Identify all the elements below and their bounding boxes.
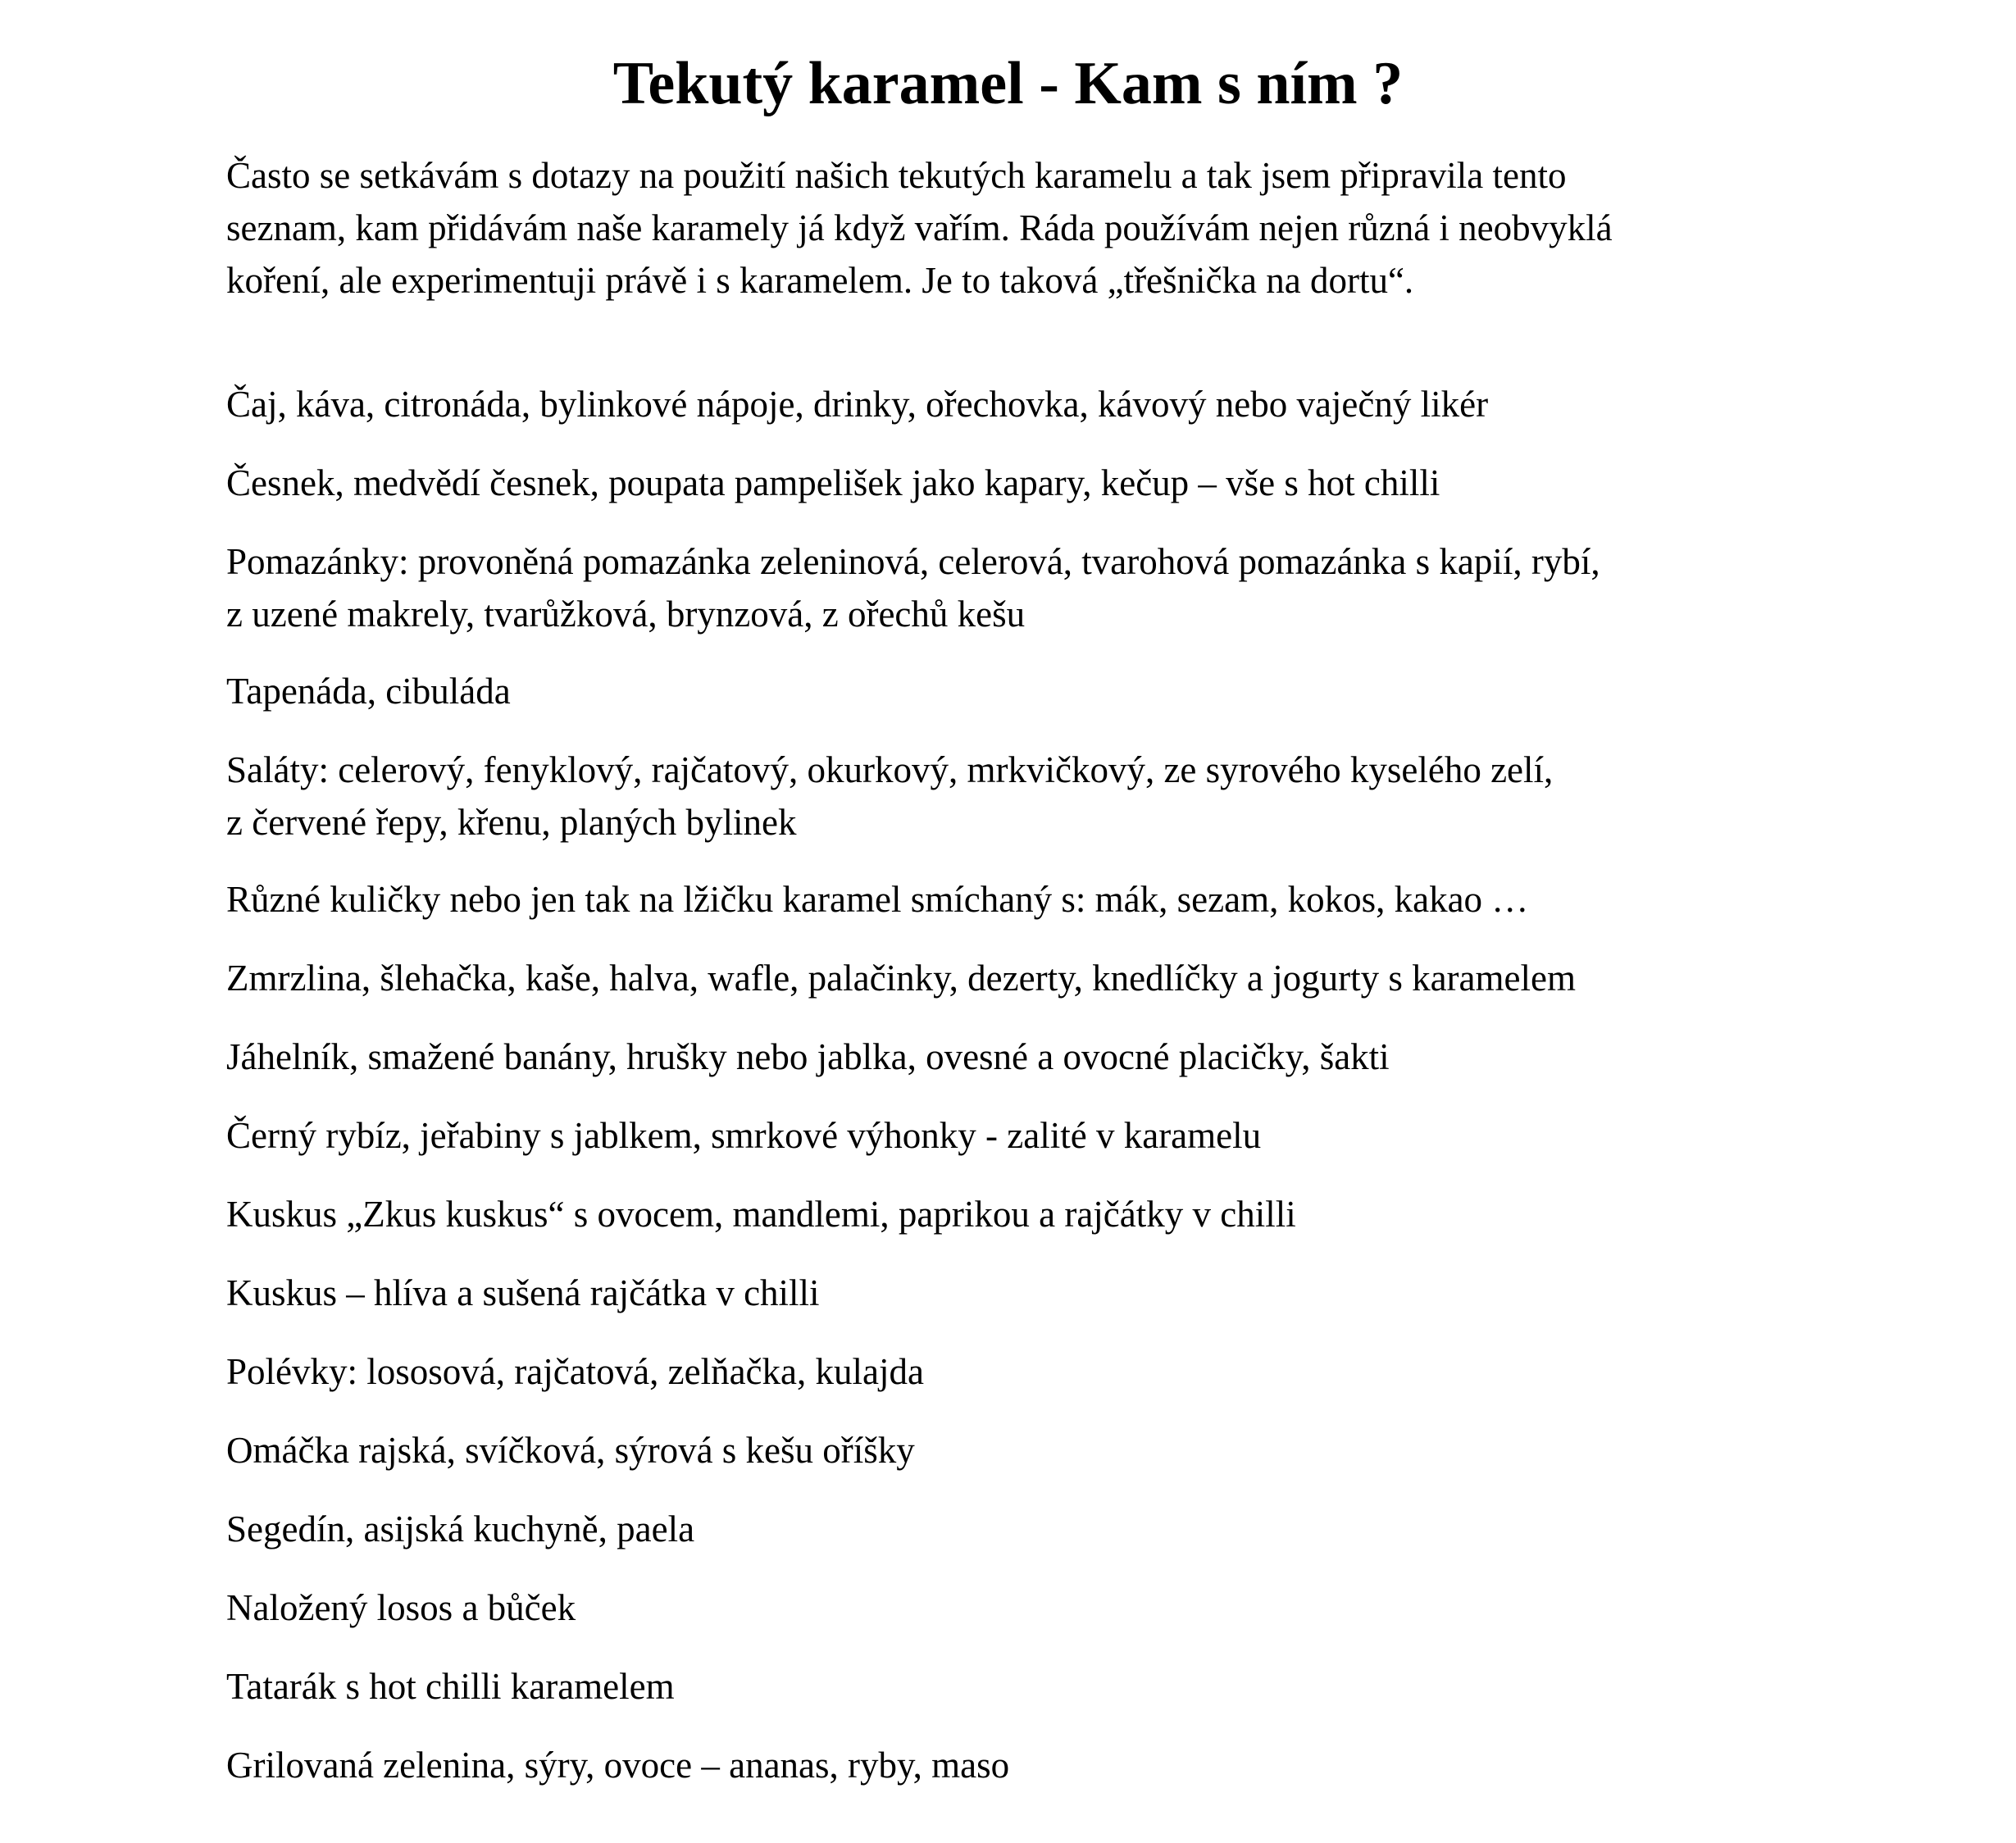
list-item-line: Kuskus – hlíva a sušená rajčátka v chilli (226, 1272, 820, 1313)
list-item (226, 1109, 1261, 1162)
list-item-line: Kuskus „Zkus kuskus“ s ovocem, mandlemi, paprikou a rajčátky v chilli (226, 1194, 1296, 1235)
list-item (226, 1424, 915, 1477)
list-item (226, 378, 1488, 430)
list-item (226, 1739, 1009, 1791)
list-item (226, 1581, 576, 1634)
list-item-line: Zmrzlina, šlehačka, kaše, halva, wafle, palačinky, dezerty, knedlíčky a jogurty s karamelem (226, 958, 1576, 999)
list-item (226, 535, 1600, 640)
list-item-line: Česnek, medvědí česnek, poupata pampelišek jako kapary, kečup – vše s hot chilli (226, 462, 1440, 503)
list-item (226, 1267, 820, 1319)
list-item-line: Černý rybíz, jeřabiny s jablkem, smrkové výhonky - zalité v karamelu (226, 1115, 1262, 1156)
list-item (226, 1345, 924, 1398)
list-item (226, 1503, 694, 1555)
document-title: Tekutý karamel - Kam s ním ? (612, 50, 1404, 117)
intro-paragraph (226, 149, 1866, 307)
list-item-line: Jáhelník, smažené banány, hrušky nebo jablka, ovesné a ovocné placičky, šakti (226, 1036, 1390, 1077)
list-item (226, 1660, 675, 1713)
intro-line: koření, ale experimentuji právě i s karamelem. Je to taková „třešnička na dortu“. (226, 260, 1414, 301)
list-item-line: Polévky: lososová, rajčatová, zelňačka, kulajda (226, 1351, 924, 1392)
list-item (226, 952, 1576, 1004)
intro-line: Často se setkávám s dotazy na použití našich tekutých karamelu a tak jsem připravila tento (226, 155, 1567, 196)
list-item (226, 1188, 1296, 1240)
list-item (226, 744, 1553, 849)
list-item-line: Grilovaná zelenina, sýry, ovoce – ananas, ryby, maso (226, 1745, 1010, 1786)
list-item-line: Pomazánky: provoněná pomazánka zeleninová, celerová, tvarohová pomazánka s kapií, rybí, (226, 541, 1600, 582)
list-item-line: Tapenáda, cibuláda (226, 671, 511, 712)
list-item-line: Naložený losos a bůček (226, 1587, 576, 1628)
list-item-line: Tatarák s hot chilli karamelem (226, 1666, 675, 1707)
list-item (226, 1031, 1390, 1083)
list-item (226, 873, 1528, 926)
list-item-line: Čaj, káva, citronáda, bylinkové nápoje, drinky, ořechovka, kávový nebo vaječný likér (226, 384, 1489, 425)
list-item (226, 457, 1440, 509)
intro-line: seznam, kam přidávám naše karamely já když vařím. Ráda používám nejen různá i neobvyklá (226, 207, 1613, 248)
list-item-line: z červené řepy, křenu, planých bylinek (226, 802, 797, 843)
list-item-line: Omáčka rajská, svíčková, sýrová s kešu oříšky (226, 1430, 915, 1471)
list-item-line: Různé kuličky nebo jen tak na lžičku karamel smíchaný s: mák, sezam, kokos, kakao … (226, 879, 1529, 920)
list-item (226, 665, 511, 717)
list-item-line: Segedín, asijská kuchyně, paela (226, 1509, 695, 1549)
list-item-line: z uzené makrely, tvarůžková, brynzová, z ořechů kešu (226, 594, 1026, 635)
list-item-line: Saláty: celerový, fenyklový, rajčatový, okurkový, mrkvičkový, ze syrového kyselého zelí, (226, 749, 1554, 790)
